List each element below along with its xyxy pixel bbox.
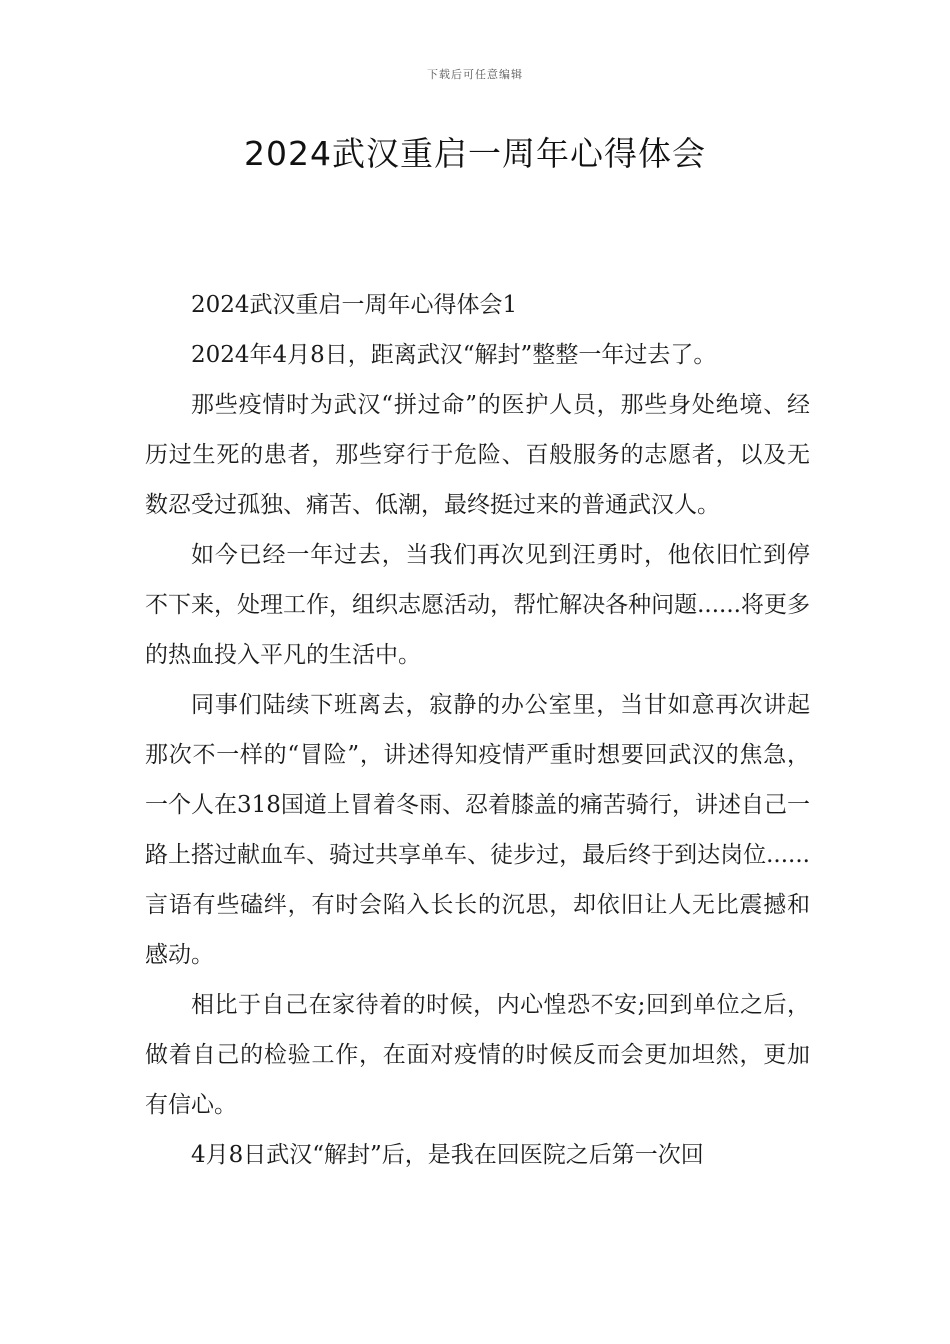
paragraph: 2024年4月8日，距离武汉“解封”整整一年过去了。 — [191, 342, 717, 368]
header-note: 下载后可任意编辑 — [427, 68, 523, 81]
paragraph: 同事们陆续下班离去，寂静的办公室里，当甘如意再次讲起那次不一样的“冒险”，讲述得知疫情严重时想要回武汉的焦急，一个人在318国道上冒着冬雨、忍着膝盖的痛苦骑行，讲述自己一路上搭过献血车、骑过共享单车、徒步过，最后终于到达岗位......言语有些磕绊，有时会陷入长长的沉思，却依旧让人无比震撼和感动。 — [145, 692, 810, 968]
paragraph-subtitle: 2024武汉重启一周年心得体会1 — [191, 292, 518, 318]
paragraph: 那些疫情时为武汉“拼过命”的医护人员，那些身处绝境、经历过生死的患者，那些穿行于危险、百般服务的志愿者，以及无数忍受过孤独、痛苦、低潮，最终挺过来的普通武汉人。 — [145, 392, 810, 518]
paragraph: 4月8日武汉“解封”后，是我在回医院之后第一次回 — [191, 1142, 704, 1168]
paragraph: 相比于自己在家待着的时候，内心惶恐不安;回到单位之后，做着自己的检验工作，在面对疫情的时候反而会更加坦然，更加有信心。 — [145, 992, 810, 1118]
document-body — [145, 280, 810, 1180]
paragraph: 如今已经一年过去，当我们再次见到汪勇时，他依旧忙到停不下来，处理工作，组织志愿活动，帮忙解决各种问题......将更多的热血投入平凡的生活中。 — [145, 542, 810, 668]
document-title: 2024武汉重启一周年心得体会 — [244, 134, 706, 173]
